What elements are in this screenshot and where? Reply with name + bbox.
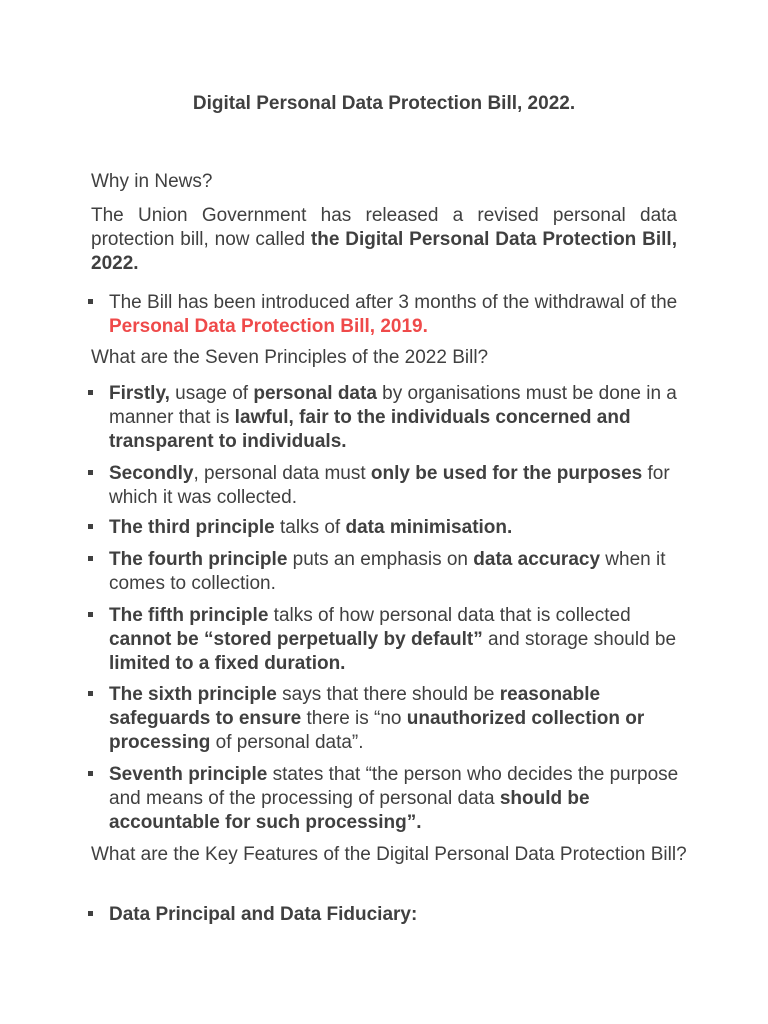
why-in-news-heading: Why in News? [91,171,213,192]
key-features-heading: What are the Key Features of the Digital Personal Data Protection Bill? [91,844,687,865]
square-bullet-icon [88,691,93,696]
feature-text: Data Principal and Data Fiduciary: [109,904,418,925]
principle-text: Seventh principle states that “the person who decides the purpose and means of the processing of personal data should be accountable for such processing”. [109,764,679,833]
principle-text: The fifth principle talks of how personal data that is collected cannot be “stored perpetually by default” and storage should be limited to a fixed duration. [109,605,677,674]
principle-text: The third principle talks of data minimisation. [109,517,513,538]
intro-bold-text: the Digital Personal Data Protection Bill, 2022. [91,229,677,274]
pdp-bill-2019-link-text: Personal Data Protection Bill, 2019 [109,316,423,337]
principle-text: Secondly, personal data must only be used for the purposes for which it was collected. [109,463,670,508]
square-bullet-icon [88,390,93,395]
principle-text: The sixth principle says that there should be reasonable safeguards to ensure there is “no unauthorized collection or processing of personal data”. [109,684,645,753]
intro-paragraph [91,204,677,276]
square-bullet-icon [88,612,93,617]
square-bullet-icon [88,771,93,776]
principles-heading: What are the Seven Principles of the 2022 Bill? [91,347,489,368]
intro-text: The Union Government has released a revised personal data protection bill, now called [91,205,677,250]
principle-text: Firstly, usage of personal data by organisations must be done in a manner that is lawful, fair to the individuals concerned and transparent to individuals. [109,383,677,452]
principle-text: The fourth principle puts an emphasis on data accuracy when it comes to collection. [109,549,666,594]
document-title: Digital Personal Data Protection Bill, 2022. [192,93,576,114]
square-bullet-icon [88,911,93,916]
square-bullet-icon [88,470,93,475]
square-bullet-icon [88,299,93,304]
square-bullet-icon [88,556,93,561]
news-bullet-text: The Bill has been introduced after 3 months of the withdrawal of the Personal Data Protection Bill, 2019. [109,292,678,337]
square-bullet-icon [88,524,93,529]
